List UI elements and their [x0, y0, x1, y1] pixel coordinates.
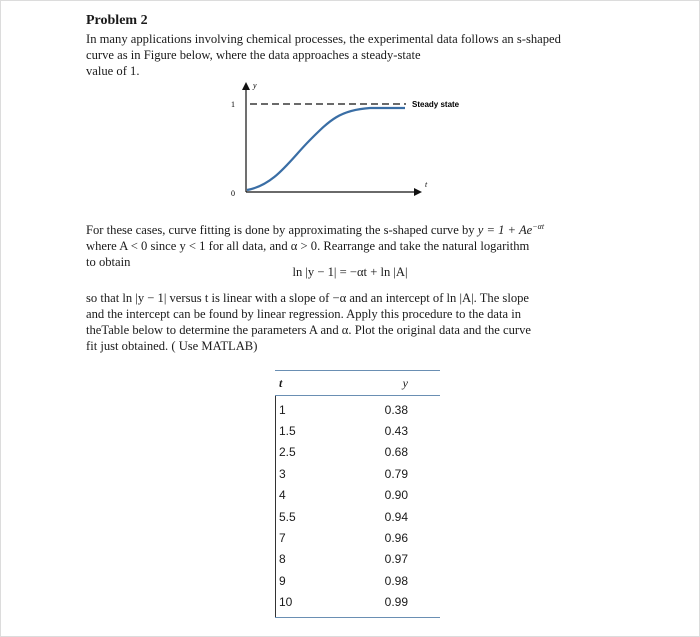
cell-y: 0.43 — [384, 424, 408, 439]
model-exponent: −αt — [532, 222, 545, 231]
header-y: y — [402, 375, 408, 390]
cell-y: 0.79 — [384, 466, 408, 481]
tick-label-one: 1 — [231, 100, 235, 109]
table-row — [275, 592, 440, 613]
fit-line-3: to obtain — [86, 255, 131, 270]
cell-y: 0.38 — [384, 402, 408, 417]
intro-line-3: value of 1. — [86, 64, 140, 78]
s-curve-figure — [220, 80, 490, 205]
table-row — [275, 442, 440, 463]
table-row — [275, 570, 440, 591]
x-axis-label: t — [425, 180, 428, 189]
table-bottom-rule — [275, 617, 440, 618]
table-row — [275, 463, 440, 484]
steady-state-label: Steady state — [412, 100, 460, 109]
regression-paragraph — [86, 290, 616, 354]
intro-paragraph — [86, 31, 616, 79]
cell-t: 1 — [279, 402, 286, 417]
model-equation: y = 1 + Ae — [477, 223, 533, 238]
regression-line-2: and the intercept can be found by linear regression. Apply this procedure to the data in — [86, 307, 522, 321]
table-row — [275, 420, 440, 441]
table-row — [275, 399, 440, 420]
log-equation: ln |y − 1| = −αt + ln |A| — [292, 265, 408, 279]
table-row — [275, 485, 440, 506]
problem-title: Problem 2 — [86, 13, 148, 28]
cell-t: 4 — [279, 488, 286, 503]
header-t: t — [279, 375, 283, 390]
cell-t: 8 — [279, 552, 286, 567]
tick-label-zero: 0 — [231, 189, 235, 198]
cell-y: 0.97 — [384, 552, 408, 567]
cell-t: 7 — [279, 531, 286, 546]
table-row — [275, 506, 440, 527]
intro-line-1: In many applications involving chemical processes, the experimental data follows an s-shaped — [86, 32, 561, 46]
cell-y: 0.98 — [384, 573, 408, 588]
regression-line-3: theTable below to determine the parameters A and α. Plot the original data and the curve — [86, 323, 531, 337]
table-row — [275, 549, 440, 570]
fit-line-2: where A < 0 since y < 1 for all data, and α > 0. Rearrange and take the natural logarithm — [86, 239, 530, 254]
data-table — [275, 370, 440, 618]
regression-line-1: so that ln |y − 1| versus t is linear with a slope of −α and an intercept of ln |A|. The slope — [86, 291, 530, 305]
cell-t: 9 — [279, 573, 286, 588]
y-axis-label: y — [253, 81, 257, 90]
cell-t: 10 — [279, 595, 293, 610]
table-header-row — [275, 371, 440, 395]
table-row — [275, 527, 440, 548]
cell-y: 0.68 — [384, 445, 408, 460]
cell-y: 0.90 — [384, 488, 408, 503]
x-axis-arrow — [414, 188, 422, 196]
fit-line-1 — [86, 219, 616, 238]
y-axis-arrow — [242, 82, 250, 90]
intro-line-2: curve as in Figure below, where the data approaches a steady-state — [86, 48, 421, 62]
cell-t: 3 — [279, 466, 286, 481]
cell-t: 5.5 — [279, 509, 296, 524]
cell-y: 0.96 — [384, 531, 408, 546]
fit-line-1-text: For these cases, curve fitting is done by approximating the s-shaped curve by — [86, 223, 478, 238]
regression-line-4: fit just obtained. ( Use MATLAB) — [86, 339, 258, 353]
cell-y: 0.94 — [384, 509, 408, 524]
table-body — [275, 396, 440, 617]
s-curve — [247, 108, 405, 190]
cell-y: 0.99 — [384, 595, 408, 610]
cell-t: 2.5 — [279, 445, 296, 460]
cell-t: 1.5 — [279, 424, 296, 439]
table-left-line — [275, 396, 276, 617]
fit-paragraph — [86, 219, 616, 270]
